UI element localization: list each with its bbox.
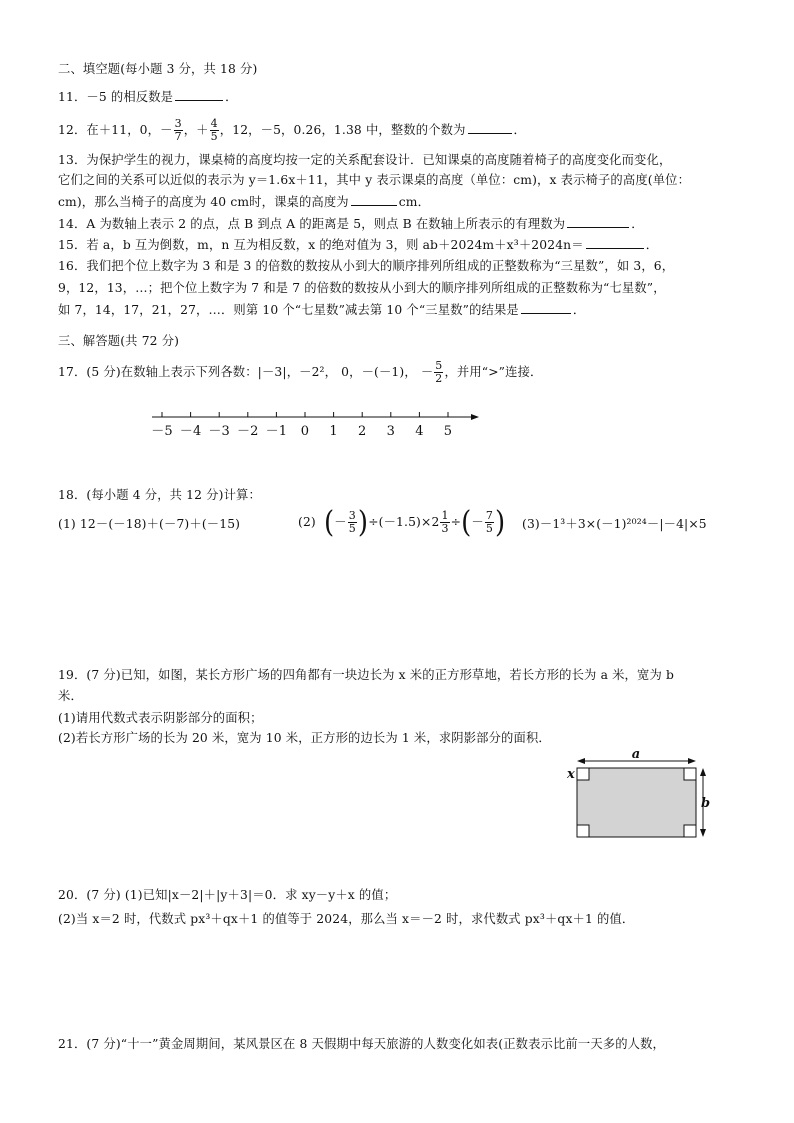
q17-fraction [434,360,443,385]
answer-blank [351,193,397,206]
question-17 [58,360,542,385]
q12-fraction-1 [174,118,183,143]
q18-part2: (2) (－ $\frac{3}{5}$ )÷(－1.5)×2 $\frac{1}{3}$ ÷(－ $\frac{7}{5}$ ) [298,505,506,540]
number-line-label: 0 [300,424,310,439]
section2-title: 二、填空题(每小题 3 分，共 18 分) [58,62,258,76]
rectangle-figure [564,750,714,842]
number-line-label: －2 [237,424,259,439]
question-14: 14．A 为数轴上表示 2 的点，点 B 到点 A 的距离是 5，则点 B 在数轴上所表示的有理数为 ． [58,217,644,231]
arrow-left [577,758,585,764]
number-line-label: －5 [151,424,173,439]
q13-line1: 13．为保护学生的视力，课桌椅的高度均按一定的关系配套设计．已知课桌的高度随着椅子的高度变化而变化， [58,153,672,167]
q17-frac-num: 5 [435,359,443,372]
q12-suffix: ，12，－5，0.26，1.38 中，整数的个数为 [219,123,466,137]
q12-f2-den: 5 [210,130,218,143]
section3-title: 三、解答题(共 72 分) [58,334,180,348]
arrow-up [700,768,706,776]
q18-p2-mixed-den: 3 [441,522,449,535]
right-paren: ) [494,505,506,540]
q12-f2-sign: ＋ [196,123,209,137]
q19-line4: (2)若长方形广场的长为 20 米，宽为 10 米，正方形的边长为 1 米，求阴影部分的面积． [58,731,551,745]
corner-square [577,825,589,837]
q16-line3: 如 7，14，17，21，27，…．则第 10 个“七星数”减去第 10 个“三星数”的结果是 ． [58,303,586,317]
q18-p2-mid: ÷(－1.5)×2 [368,515,440,529]
q21-line1: 21．(7 分)“十一”黄金周期间，某风景区在 8 天假期中每天旅游的人数变化如表(正数表示比前一天多的人数， [58,1037,666,1051]
number-line [148,405,488,445]
label-a: a [631,750,641,762]
q18-part1: (1) 12－(－18)＋(－7)＋(－15) [58,517,241,531]
number-line-arrow [471,414,479,420]
label-b: b [701,796,711,811]
q18-p2-mixed-frac [440,510,449,535]
arrow-right [688,758,696,764]
number-line-label: 2 [357,424,367,439]
q18-p2-b-num: 7 [485,509,493,522]
q13-line2: 它们之间的关系可以近似的表示为 y＝1.6x＋11，其中 y 表示课桌的高度（单位：cm)，x 表示椅子的高度(单位： [58,173,691,187]
q12-f1-sign: － [160,123,173,137]
question-11: 11．－5 的相反数是 ． [58,90,238,104]
q17-frac-sign: － [420,365,434,379]
q12-f2-num: 4 [210,117,218,130]
q16-line3-text: 如 7，14，17，21，27，…．则第 10 个“七星数”减去第 10 个“三星数”的结果是 [58,303,519,317]
q18-part3: (3)－1³＋3×(－1)²⁰²⁴－|－4|×5 [522,517,707,531]
answer-blank [521,301,571,314]
corner-square [577,768,589,780]
number-line-label: －1 [265,424,288,439]
number-line-label: 3 [386,424,396,439]
number-line-label: 4 [415,424,424,439]
q19-line2: 米． [58,689,83,703]
question-15: 15．若 a，b 互为倒数，m，n 互为相反数，x 的绝对值为 3，则 ab＋2024m＋x³＋2024n＝ ． [58,238,659,252]
q14-text: 14．A 为数轴上表示 2 的点，点 B 到点 A 的距离是 5，则点 B 在数轴上所表示的有理数为 [58,217,566,231]
q18-title: 18．(每小题 4 分，共 12 分)计算： [58,488,261,502]
q18-p2-frac-b [485,510,494,535]
q18-p2-label: (2) [298,515,316,529]
q13-line3 [58,193,430,210]
q11-text: 11．－5 的相反数是 [58,90,174,104]
number-line-label: －3 [208,424,230,439]
shaded-rectangle [577,768,696,837]
left-paren: ( [461,505,472,540]
q15-text: 15．若 a，b 互为倒数，m，n 互为相反数，x 的绝对值为 3，则 ab＋2024m＋x³＋2024n＝ [58,238,584,252]
q18-p2-b-den: 5 [485,522,493,535]
q18-p2-frac-a [348,510,357,535]
number-line-label: 1 [329,424,338,439]
q13-line3-b: cm． [398,195,431,209]
arrow-down [700,829,706,837]
q16-line2: 9，12，13，…；把个位上数字为 7 和是 7 的倍数的数按从小到大的顺序排列所组成的正整数称为“七星数”， [58,281,666,295]
answer-blank [586,236,644,249]
q12-f1-den: 7 [174,130,182,143]
q19-line1: 19．(7 分)已知，如图，某长方形广场的四角都有一块边长为 x 米的正方形草地，若长方形的长为 a 米，宽为 b [58,668,674,682]
q19-line3: (1)请用代数式表示阴影部分的面积； [58,711,263,725]
answer-blank [567,215,629,228]
q17-frac-den: 2 [435,372,443,385]
q18-p2-mixed-num: 1 [441,509,449,522]
q12-prefix: 12．在＋11，0， [58,123,161,137]
q17-prefix: 17．(5 分)在数轴上表示下列各数：|－3|，－2²， 0，－(－1)， [58,365,417,379]
corner-square [684,768,696,780]
q20-line1: 20．(7 分) (1)已知|x－2|＋|y＋3|＝0．求 xy－y＋x 的值； [58,888,397,902]
q16-line1: 16．我们把个位上数字为 3 和是 3 的倍数的数按从小到大的顺序排列所组成的正整数称为“三星数”，如 3，6， [58,259,675,273]
q18-p2-div: ÷ [450,515,462,529]
number-line-label: －4 [179,424,202,439]
number-line-label: 5 [443,424,453,439]
q18-p2-a-den: 5 [348,522,356,535]
question-12: 12．在＋11，0，－ $\frac{3}{7}$ ，＋ $\frac{4}{5}$ ，12，－5，0.26，1.38 中，整数的个数为 ． [58,117,526,143]
left-paren: ( [324,505,335,540]
q12-f1-num: 3 [174,117,182,130]
answer-blank [175,88,223,101]
q17-suffix: ，并用“>”连接． [444,365,543,379]
q18-p2-a-num: 3 [348,509,356,522]
label-x: x [567,767,575,782]
right-paren: ) [357,505,369,540]
q12-fraction-2 [210,118,219,143]
q13-line3-a: cm)，那么当椅子的高度为 40 cm时，课桌的高度为 [58,195,349,209]
corner-square [684,825,696,837]
answer-blank [468,121,512,134]
q20-line2: (2)当 x＝2 时，代数式 px³＋qx＋1 的值等于 2024，那么当 x＝－2 时，求代数式 px³＋qx＋1 的值． [58,912,635,926]
